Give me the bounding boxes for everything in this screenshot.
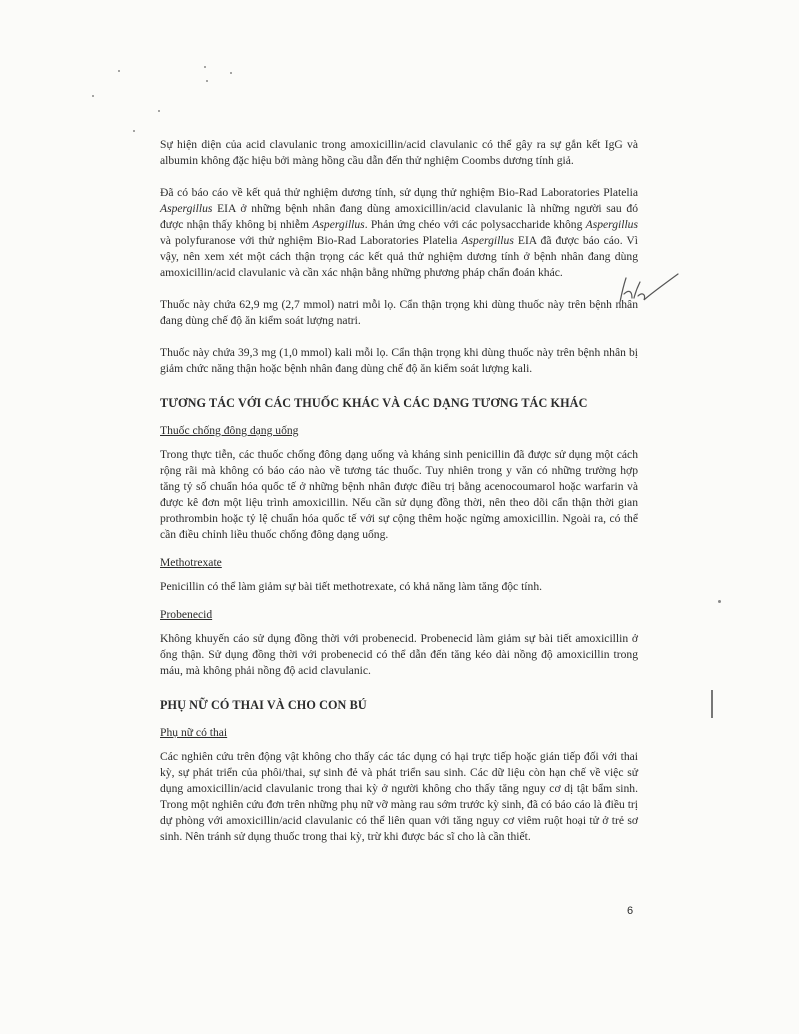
heading-pregnancy: PHỤ NỮ CÓ THAI VÀ CHO CON BÚ [160, 698, 367, 712]
scan-edge-mark [711, 690, 713, 718]
paragraph-aspergillus: Đã có báo cáo về kết quả thử nghiệm dương tính, sử dụng thử nghiệm Bio-Rad Laboratories Platelia Aspergillus EIA ở những bệnh nhân đang dùng amoxicillin/acid clavulanic là những người sau đó được nhận thấy không bị nhiễm Aspergillus. Phản ứng chéo với các polysaccharide không Aspergillus và polyfuranose với thử nghiệm Bio-Rad Laboratories Platelia Aspergillus EIA đã được báo cáo. Vì vậy, nên xem xét một cách thận trọng các kết quả thử nghiệm dương tính ở bệnh nhân đang dùng amoxicillin/acid clavulanic và cần xác nhận bằng những phương pháp chẩn đoán khác. [160, 186, 639, 279]
scan-speck [206, 80, 208, 82]
handwritten-initials-icon [612, 268, 682, 310]
paragraph-coombs: Sự hiện diện của acid clavulanic trong amoxicillin/acid clavulanic có thể gây ra sự gắn kết IgG và albumin không đặc hiệu bởi màng hồng cầu dẫn đến thử nghiệm Coombs dương tính giả. [160, 138, 638, 167]
scan-speck [230, 72, 232, 74]
page-number: 6 [627, 905, 634, 917]
document-body [160, 137, 638, 845]
scan-speck [118, 70, 120, 72]
paragraph-pregnant-women: Các nghiên cứu trên động vật không cho thấy các tác dụng có hại trực tiếp hoặc gián tiếp đối với thai kỳ, sự phát triển của phôi/thai, sự sinh đẻ và phát triển sau sinh. Các dữ liệu còn hạn chế về việc sử dụng amoxicillin/acid clavulanic trong thai kỳ ở người không cho thấy tăng nguy cơ dị tật bẩm sinh. Trong một nghiên cứu đơn trên những phụ nữ vỡ màng rau sớm trước kỳ sinh, đã có báo cáo là điều trị dự phòng với amoxicillin/acid clavulanic có thể liên quan với tăng nguy cơ viêm ruột hoại tử ở trẻ sơ sinh. Nên tránh sử dụng thuốc trong thai kỳ, trừ khi được bác sĩ cho là cần thiết. [160, 750, 638, 843]
subheading-methotrexate: Methotrexate [160, 556, 222, 569]
subheading-pregnant-women: Phụ nữ có thai [160, 726, 228, 739]
heading-interactions: TƯƠNG TÁC VỚI CÁC THUỐC KHÁC VÀ CÁC DẠNG TƯƠNG TÁC KHÁC [160, 396, 588, 410]
paragraph-methotrexate: Penicillin có thể làm giảm sự bài tiết methotrexate, có khả năng làm tăng độc tính. [160, 580, 543, 593]
paragraph-probenecid: Không khuyến cáo sử dụng đồng thời với probenecid. Probenecid làm giảm sự bài tiết amoxicillin ở ống thận. Sử dụng đồng thời với probenecid có thể dẫn đến tăng kéo dài nồng độ amoxicillin trong máu, mà không phải nồng độ acid clavulanic. [160, 632, 638, 677]
paragraph-sodium: Thuốc này chứa 62,9 mg (2,7 mmol) natri mỗi lọ. Cẩn thận trọng khi dùng thuốc này trên bệnh nhân đang dùng chế độ ăn kiểm soát lượng natri. [160, 298, 638, 327]
scan-speck [718, 600, 721, 603]
scan-speck [92, 95, 94, 97]
scan-speck [204, 66, 206, 68]
subheading-anticoagulants: Thuốc chống đông dạng uống [160, 424, 299, 437]
scan-speck [133, 130, 135, 132]
paragraph-anticoagulants: Trong thực tiễn, các thuốc chống đông dạng uống và kháng sinh penicillin đã được sử dụng một cách rộng rãi mà không có báo cáo nào về tương tác thuốc. Tuy nhiên trong y văn có những trường hợp tăng tỷ số chuẩn hóa quốc tế ở những bệnh nhân được điều trị bằng acenocoumarol hoặc warfarin và được kê đơn một liệu trình amoxicillin. Nếu cần sử dụng đồng thời, nên theo dõi cẩn thận thời gian prothrombin hoặc tỷ lệ chuẩn hóa quốc tế với sự cộng thêm hoặc ngừng amoxicillin. Ngoài ra, có thể cần điều chỉnh liều thuốc chống đông dạng uống. [160, 448, 638, 541]
scan-speck [158, 110, 160, 112]
subheading-probenecid: Probenecid [160, 608, 213, 621]
paragraph-potassium: Thuốc này chứa 39,3 mg (1,0 mmol) kali mỗi lọ. Cẩn thận trọng khi dùng thuốc này trên bệnh nhân bị giảm chức năng thận hoặc bệnh nhân đang dùng chế độ ăn kiểm soát lượng kali. [160, 346, 638, 375]
